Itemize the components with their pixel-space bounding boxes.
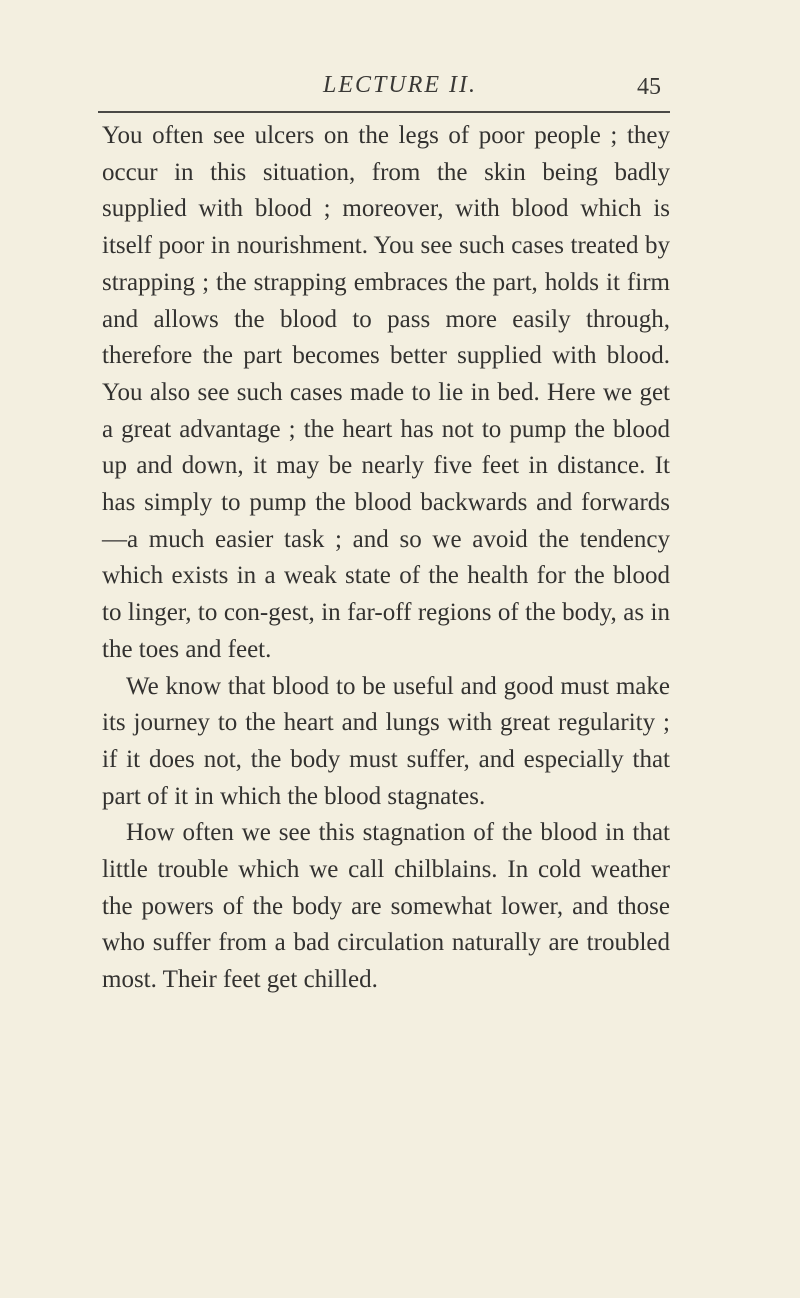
header-rule [98, 111, 670, 113]
paragraph-3: How often we see this stagnation of the blood in that little trouble which we call chilblains. In cold weather the powers of the body are somewhat lower, and those who suffer from a bad circulation naturally are troubled most. Their feet get chilled. [102, 819, 670, 994]
body-text [102, 118, 670, 999]
running-header-title: LECTURE II. [323, 72, 477, 98]
page-number: 45 [637, 74, 661, 100]
paragraph-1: You often see ulcers on the legs of poor people ; they occur in this situation, from the skin being badly supplied with blood ; moreover, with blood which is itself poor in nourishment. You see such cases treated by strapping ; the strapping embraces the part, holds it firm and allows the blood to pass more easily through, therefore the part becomes better supplied with blood. You also see such cases made to lie in bed. Here we get a great advantage ; the heart has not to pump the blood up and down, it may be nearly five feet in distance. It has simply to pump the blood backwards and forwards—a much easier task ; and so we avoid the tendency which exists in a weak state of the health for the blood to linger, to con-gest, in far-off regions of the body, as in the toes and feet. [102, 122, 670, 663]
paragraph-2: We know that blood to be useful and good must make its journey to the heart and lungs with great regularity ; if it does not, the body must suffer, and especially that part of it in which the blood stagnates. [102, 672, 670, 810]
